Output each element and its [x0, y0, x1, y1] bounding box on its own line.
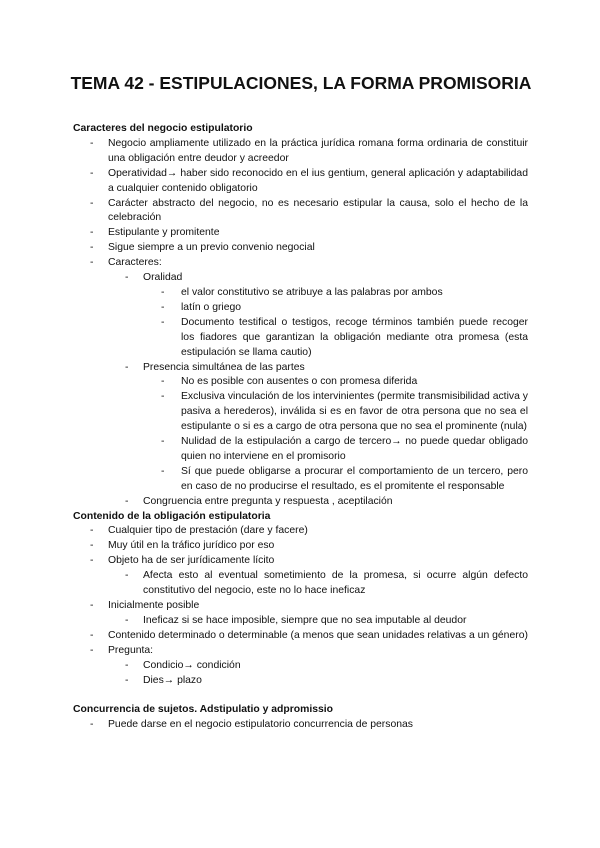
list-item: [73, 718, 528, 733]
list-item-text: Inicialmente posible: [108, 600, 200, 611]
list-item-text: Sigue siempre a un previo convenio negocial: [108, 242, 315, 254]
list-item: [73, 241, 528, 256]
bullet-dash: -: [125, 272, 129, 284]
bullet-dash: -: [161, 465, 165, 477]
bullet-dash: -: [125, 659, 129, 671]
list-item-text: Estipulante y promitente: [108, 227, 220, 239]
bullet-dash: -: [90, 629, 94, 641]
list-item: [73, 674, 528, 689]
list-item: [73, 137, 528, 167]
document-body: [73, 122, 528, 733]
list-item: [73, 524, 528, 539]
bullet-dash: -: [161, 301, 165, 313]
bullet-dash: -: [90, 167, 94, 179]
bullet-dash: -: [125, 495, 129, 507]
list-item-text: Ineficaz si se hace imposible, siempre que no sea imputable al deudor: [143, 614, 467, 626]
list-item-text: Caracteres:: [108, 257, 162, 269]
bullet-dash: -: [90, 257, 94, 269]
bullet-dash: -: [161, 391, 165, 403]
list-item: [73, 644, 528, 659]
list-item: [73, 495, 528, 510]
bullet-dash: -: [90, 242, 94, 254]
list-item: [73, 465, 528, 495]
list-item: [73, 301, 528, 316]
list-item: [73, 435, 528, 465]
bullet-dash: -: [90, 600, 94, 611]
list-item-text: Operatividad→ haber sido reconocido en el ius gentium, general aplicación y adaptabilidad a cualquier contenido obligatorio: [108, 167, 528, 194]
list-item-text: Exclusiva vinculación de los intervinientes (permite transmisibilidad activa y pasiva a herederos), inválida si es en favor de otra persona que no sea el estipulante o si es a cargo de otra persona que no sea el prominente (nula): [181, 391, 528, 433]
section-heading: Caracteres del negocio estipulatorio: [73, 123, 253, 134]
list-item-text: Dies→ plazo: [143, 674, 202, 686]
list-item: [73, 390, 528, 435]
list-item-text: Documento testifical o testigos, recoge términos también puede recoger los fiadores que garantizan la obligación mediante otra promesa (esta estipulación se llama cautio): [181, 316, 528, 358]
bullet-dash: -: [161, 376, 165, 388]
list-item: [73, 629, 528, 644]
list-item: [73, 197, 528, 227]
list-item: [73, 167, 528, 197]
section-heading: Contenido de la obligación estipulatoria: [73, 510, 271, 522]
list-item: [73, 599, 528, 614]
list-item: [73, 539, 528, 554]
bullet-dash: -: [125, 570, 129, 582]
list-item-text: Negocio ampliamente utilizado en la práctica jurídica romana forma ordinaria de constituir una obligación entre deudor y acreedor: [108, 137, 528, 164]
list-item-text: No es posible con ausentes o con promesa diferida: [181, 376, 418, 388]
section-heading: Concurrencia de sujetos. Adstipulatio y adpromissio: [73, 704, 334, 716]
bullet-dash: -: [90, 197, 94, 209]
bullet-dash: -: [90, 555, 94, 567]
list-item: [73, 226, 528, 241]
bullet-dash: -: [161, 286, 165, 298]
list-item-text: Oralidad: [143, 272, 183, 284]
bullet-dash: -: [90, 137, 94, 149]
list-item-text: el valor constitutivo se atribuye a las palabras por ambos: [181, 286, 443, 298]
list-item: [73, 614, 528, 629]
list-item: [73, 554, 528, 569]
list-item-text: latín o griego: [181, 301, 242, 313]
bullet-list: [73, 524, 528, 688]
bullet-dash: -: [90, 525, 94, 537]
list-item-text: Nulidad de la estipulación a cargo de tercero→ no puede quedar obligado quien no interviene en el promisorio: [181, 436, 528, 462]
page-title: TEMA 42 - ESTIPULACIONES, LA FORMA PROMISORIA: [70, 73, 532, 93]
list-item: [73, 361, 528, 376]
bullet-dash: -: [90, 644, 94, 656]
bullet-dash: -: [125, 674, 129, 686]
list-item-text: Sí que puede obligarse a procurar el comportamiento de un tercero, pero en caso de no producirse el resultado, es el promitente el responsable: [181, 465, 528, 492]
list-item-text: Carácter abstracto del negocio, no es necesario estipular la causa, solo el hecho de la celebración: [108, 197, 528, 224]
list-item: [73, 316, 528, 361]
list-item: [73, 375, 528, 390]
bullet-dash: -: [161, 436, 165, 448]
list-item-text: Condicio→ condición: [143, 659, 241, 671]
list-item-text: Congruencia entre pregunta y respuesta , aceptilación: [143, 495, 393, 507]
list-item-text: Contenido determinado o determinable (a menos que sean unidades relativas a un género): [108, 629, 528, 641]
bullet-dash: -: [125, 361, 129, 373]
bullet-dash: -: [125, 614, 129, 626]
list-item: [73, 659, 528, 674]
list-item-text: Afecta esto al eventual sometimiento de la promesa, si ocurre algún defecto constitutivo del negocio, este no lo hace ineficaz: [143, 570, 528, 597]
bullet-dash: -: [90, 540, 94, 552]
bullet-list: [73, 718, 528, 733]
list-item-text: Cualquier tipo de prestación (dare y facere): [108, 525, 308, 537]
list-item-text: Presencia simultánea de las partes: [143, 361, 305, 373]
bullet-dash: -: [90, 719, 94, 731]
bullet-dash: -: [90, 227, 94, 239]
list-item: [73, 271, 528, 286]
list-item-text: Objeto ha de ser jurídicamente lícito: [108, 555, 275, 567]
bullet-dash: -: [161, 316, 165, 328]
bullet-list: [73, 137, 528, 510]
list-item-text: Puede darse en el negocio estipulatorio concurrencia de personas: [108, 719, 413, 731]
list-item-text: Pregunta:: [108, 644, 154, 656]
list-item: [73, 256, 528, 271]
list-item-text: Muy útil en la tráfico jurídico por eso: [108, 540, 275, 552]
list-item: [73, 569, 528, 599]
list-item: [73, 286, 528, 301]
